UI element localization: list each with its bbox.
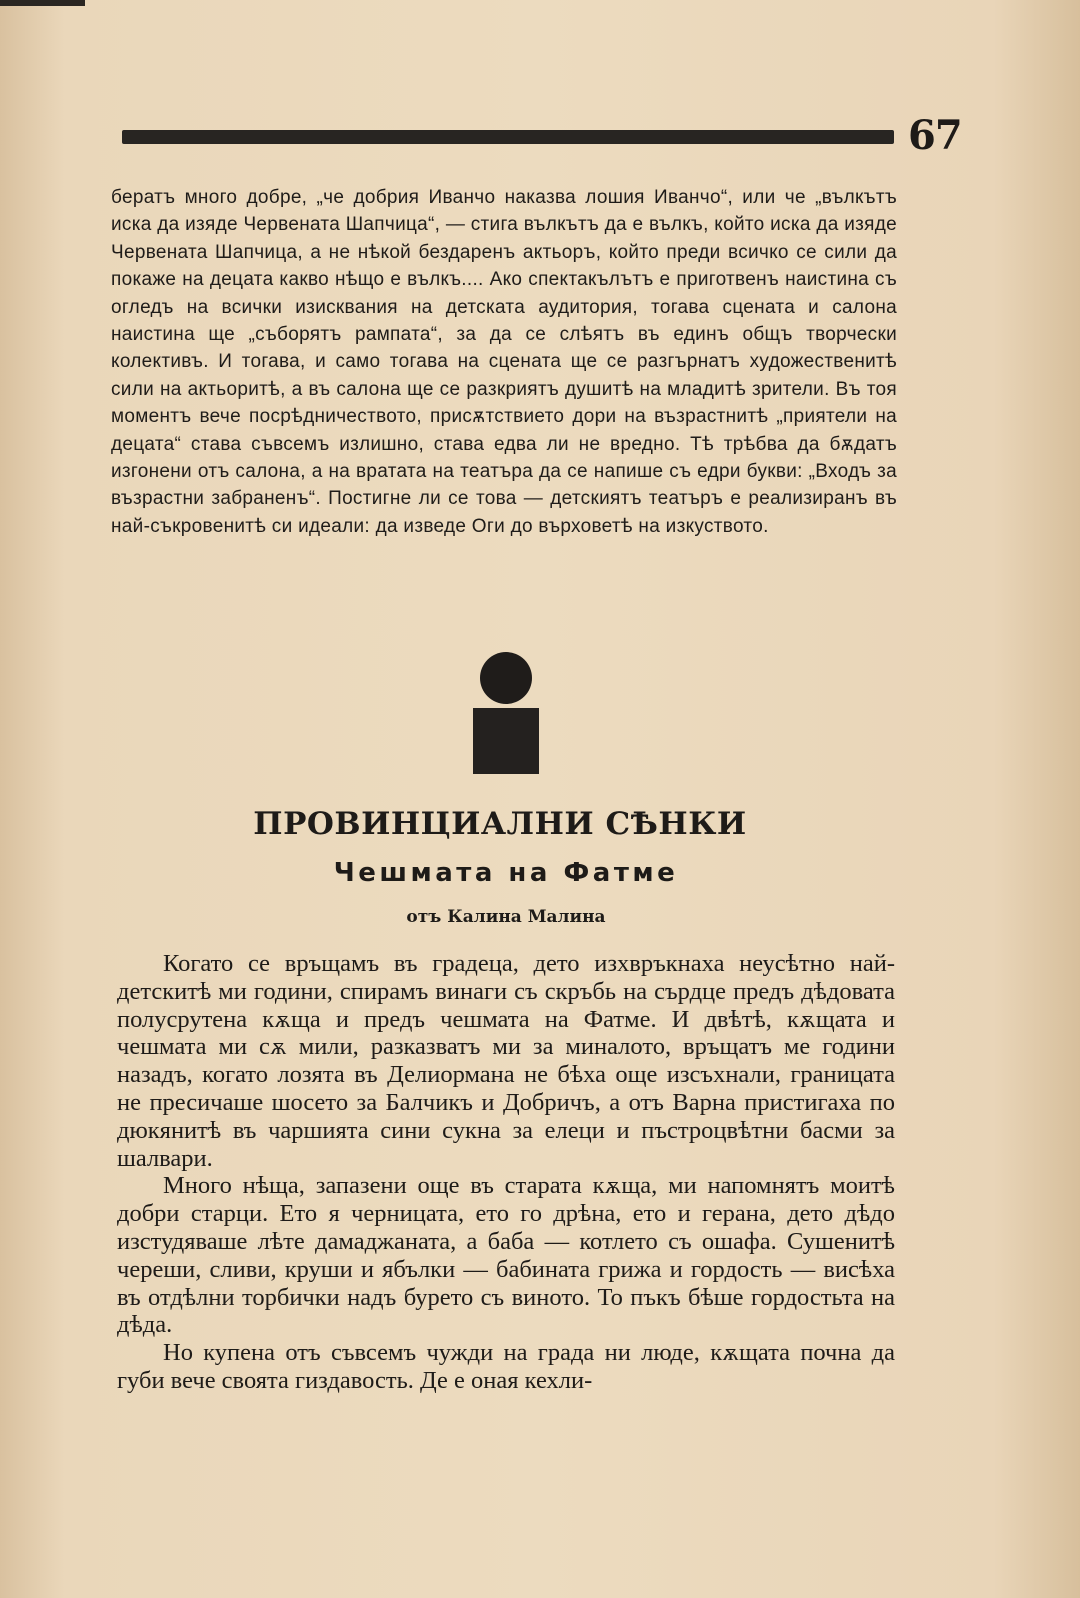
article-body	[117, 950, 895, 1395]
ornament-dot	[480, 652, 532, 704]
page-number: 67	[908, 112, 962, 159]
header-rule	[122, 130, 894, 144]
continued-paragraph: бератъ много добре, „че добрия Иванчо наказва лошия Иванчо“, или че „вълкътъ иска да изяде Червената Шапчица“, — стига вълкътъ да е вълкъ, който иска да изяде Червената Шапчица, а не нѣкой бездаренъ актьоръ, който преди всичко се сили да покаже на децата какво нѣщо е вълкъ.... Ако спектакълътъ е приготвенъ наистина съ огледъ на всички изисквания на детската аудитория, тогава сцената и салона наистина ще „съборятъ рампата“, за да се слѣятъ въ единъ общъ творчески колективъ. И тогава, и само тогава на сцената ще се разгърнатъ художественитѣ сили на актьоритѣ, а въ салона ще се разкриятъ душитѣ на младитѣ зрители. Въ тоя моментъ вече посрѣдничеството, присѫтствието дори на възрастнитѣ „приятели на децата“ става съвсемъ излишно, става едва ли не вредно. Тѣ трѣбва да бѫдатъ изгонени отъ салона, а на вратата на театъра да се напише съ едри букви: „Входъ за възрастни забраненъ“. Постигне ли се това — детскиятъ театъръ е реализиранъ въ най-съкровенитѣ си идеали: да изведе Оги до върховетѣ на изкуството.	[111, 187, 897, 537]
section-ornament-icon	[472, 652, 540, 774]
scan-edge-mark	[0, 0, 85, 6]
body-paragraph: Много нѣща, запазени още въ старата кѫща, ми напомнятъ моитѣ добри старци. Ето я черницата, ето го дрѣна, ето и герана, дето дѣдо изстудяваше лѣте дамаджаната, а баба — котлето съ ошафа. Сушенитѣ череши, сливи, круши и ябълки — бабината грижа и гордость — висѣха въ отдѣлни торбички надъ бурето съ виното. То пъкъ бѣше гордостьта на дѣда.	[117, 1172, 895, 1339]
body-paragraph: Но купена отъ съвсемъ чужди на града ни люде, кѫщата почна да губи вече своята гиздавость. Де е оная кехли-	[117, 1339, 895, 1394]
section-title: ПРОВИНЦИАЛНИ СѢНКИ	[253, 806, 747, 842]
article-title: Чешмата на Фатме	[333, 858, 679, 888]
ornament-bar	[473, 708, 539, 774]
body-paragraph: Когато се връщамъ въ градеца, дето изхвръкнаха неусѣтно най-детскитѣ ми години, спирамъ винаги съ скръбь на сърдце предъ дѣдовата полусрутена кѫща и предъ чешмата на Фатме. И двѣтѣ, кѫщата и чешмата ми сѫ мили, разказватъ ми за миналото, връщатъ ме години назадъ, когато лозята въ Делиормана не бѣха още изсъхнали, границата не пресичаше шосето за Балчикъ и Добричъ, а отъ Варна пристигаха по дюкянитѣ въ чаршията сини сукна за елеци и пъстроцвѣтни басми за шалвари.	[117, 950, 895, 1172]
article-byline: отъ Калина Малина	[406, 907, 606, 927]
